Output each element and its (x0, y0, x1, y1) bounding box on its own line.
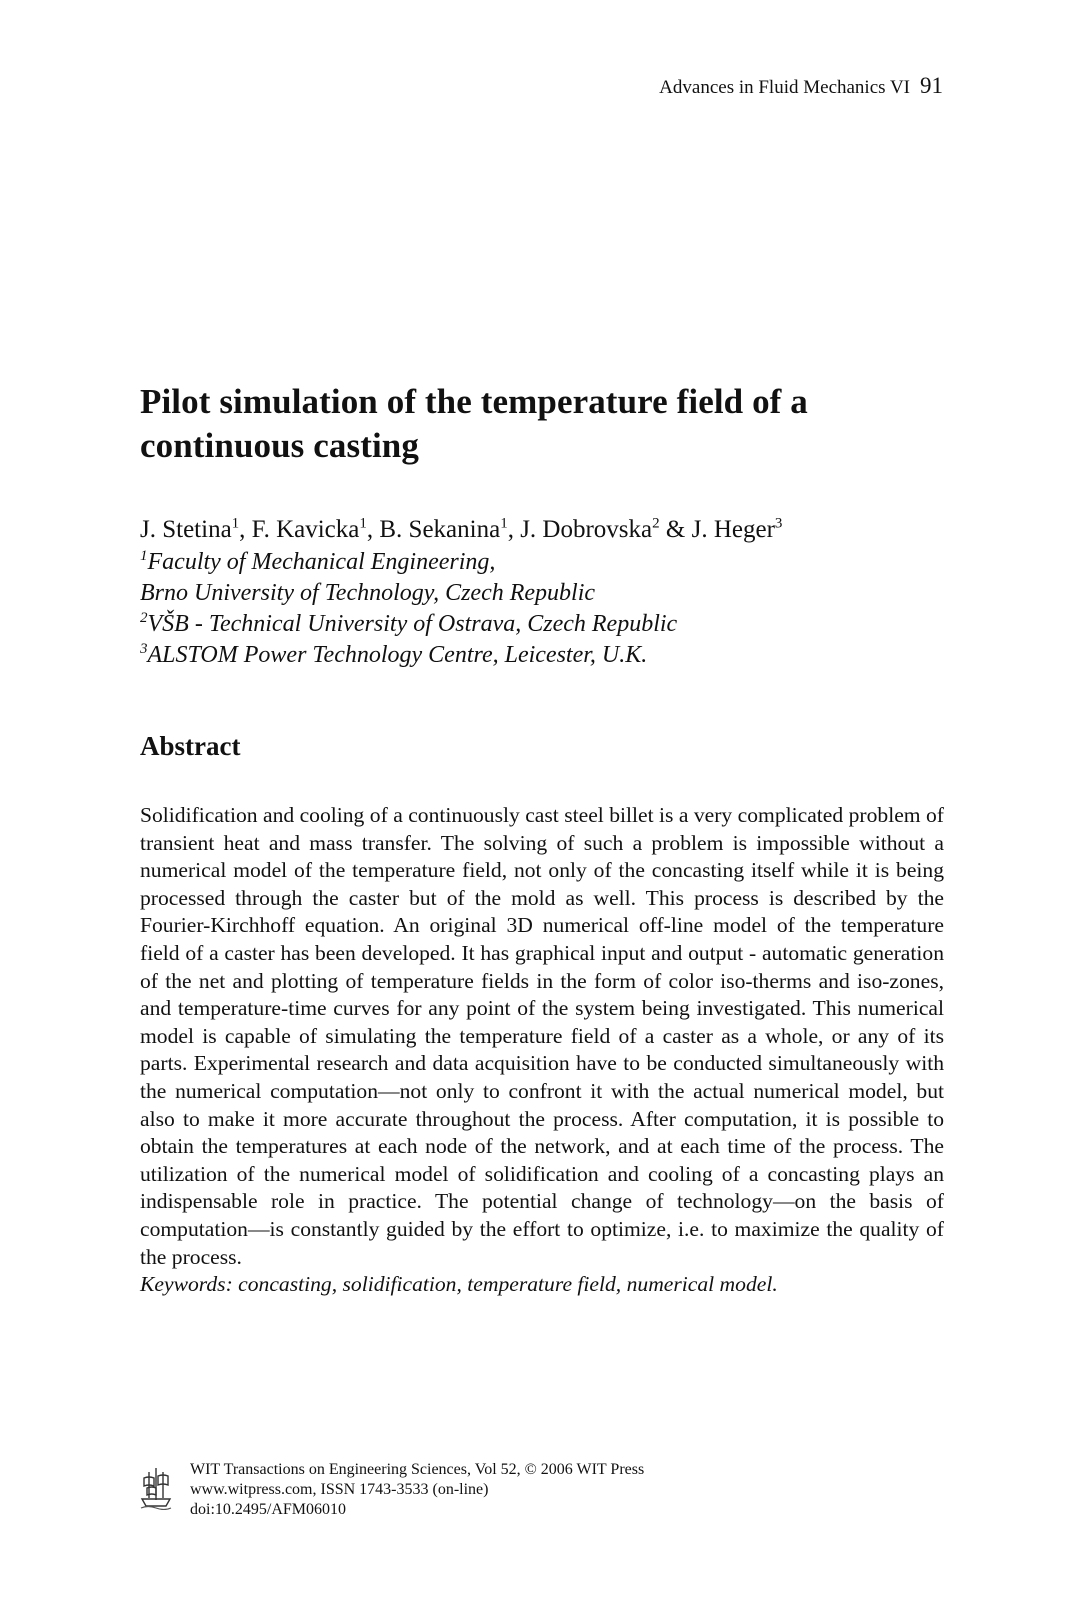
footer (140, 1460, 840, 1530)
wit-press-ship-logo-icon (140, 1466, 172, 1510)
affiliation: Brno University of Technology, Czech Republic (140, 580, 596, 606)
footer-doi: doi:10.2495/AFM06010 (190, 1501, 347, 1518)
author: B. Sekanina$^1$, (379, 515, 521, 543)
affiliation: $^3$ALSTOM Power Technology Centre, Leicester, U.K. (140, 641, 648, 668)
paper-title (140, 380, 944, 468)
paper-content (140, 380, 944, 1299)
author: J. Stetina$^1$, (140, 515, 252, 543)
keywords: Keywords: concasting, solidification, temperature field, numerical model. (140, 1272, 778, 1297)
author: J. Heger$^3$ (691, 515, 783, 543)
title-line-1: Pilot simulation of the temperature field of a (140, 382, 808, 421)
abstract-body: Solidification and cooling of a continuously cast steel billet is a very complicated problem of transient heat and mass transfer. The solving of such a problem is impossible without a numerical model of the temperature field, not only of the concasting itself while it is being processed through the caster but of the mold as well. This process is described by the Fourier-Kirchhoff equation. An original 3D numerical off-line model of the temperature field of a caster has been developed. It has graphical input and output - automatic generation of the net and plotting of temperature fields in the form of color iso-therms and iso-zones, and temperature-time curves for any point of the system being investigated. This numerical model is capable of simulating the temperature field of a caster as a whole, or any of its parts. Experimental research and data acquisition have to be conducted simultaneously with the numerical computation—not only to confront it with the actual numerical model, but also to make it more accurate throughout the process. After computation, it is possible to obtain the temperatures at each node of the network, and at each time of the process. The utilization of the numerical model of solidification and cooling of a concasting plays an indispensable role in practice. The potential change of technology—on the basis of computation—is constantly guided by the effort to optimize, i.e. to maximize the quality of the process. (140, 803, 944, 1269)
journal-name: Advances in Fluid Mechanics VI (659, 77, 910, 98)
author: F. Kavicka$^1$, (251, 515, 380, 543)
page-number: 91 (920, 73, 943, 98)
author-list (140, 515, 944, 545)
affiliation: $^2$VŠB - Technical University of Ostrava, Czech Republic (140, 610, 678, 637)
abstract-heading: Abstract (140, 731, 241, 761)
footer-website: www.witpress.com, ISSN 1743-3533 (on-line) (190, 1481, 489, 1498)
footer-copyright: WIT Transactions on Engineering Sciences, Vol 52, © 2006 WIT Press (190, 1461, 645, 1478)
affiliation: $^1$Faculty of Mechanical Engineering, (140, 548, 496, 575)
affiliation-list (140, 547, 944, 671)
author: J. Dobrovska$^2$ & (520, 515, 692, 543)
footer-text (190, 1460, 644, 1520)
title-line-2: continuous casting (140, 426, 419, 465)
running-head (659, 74, 943, 100)
